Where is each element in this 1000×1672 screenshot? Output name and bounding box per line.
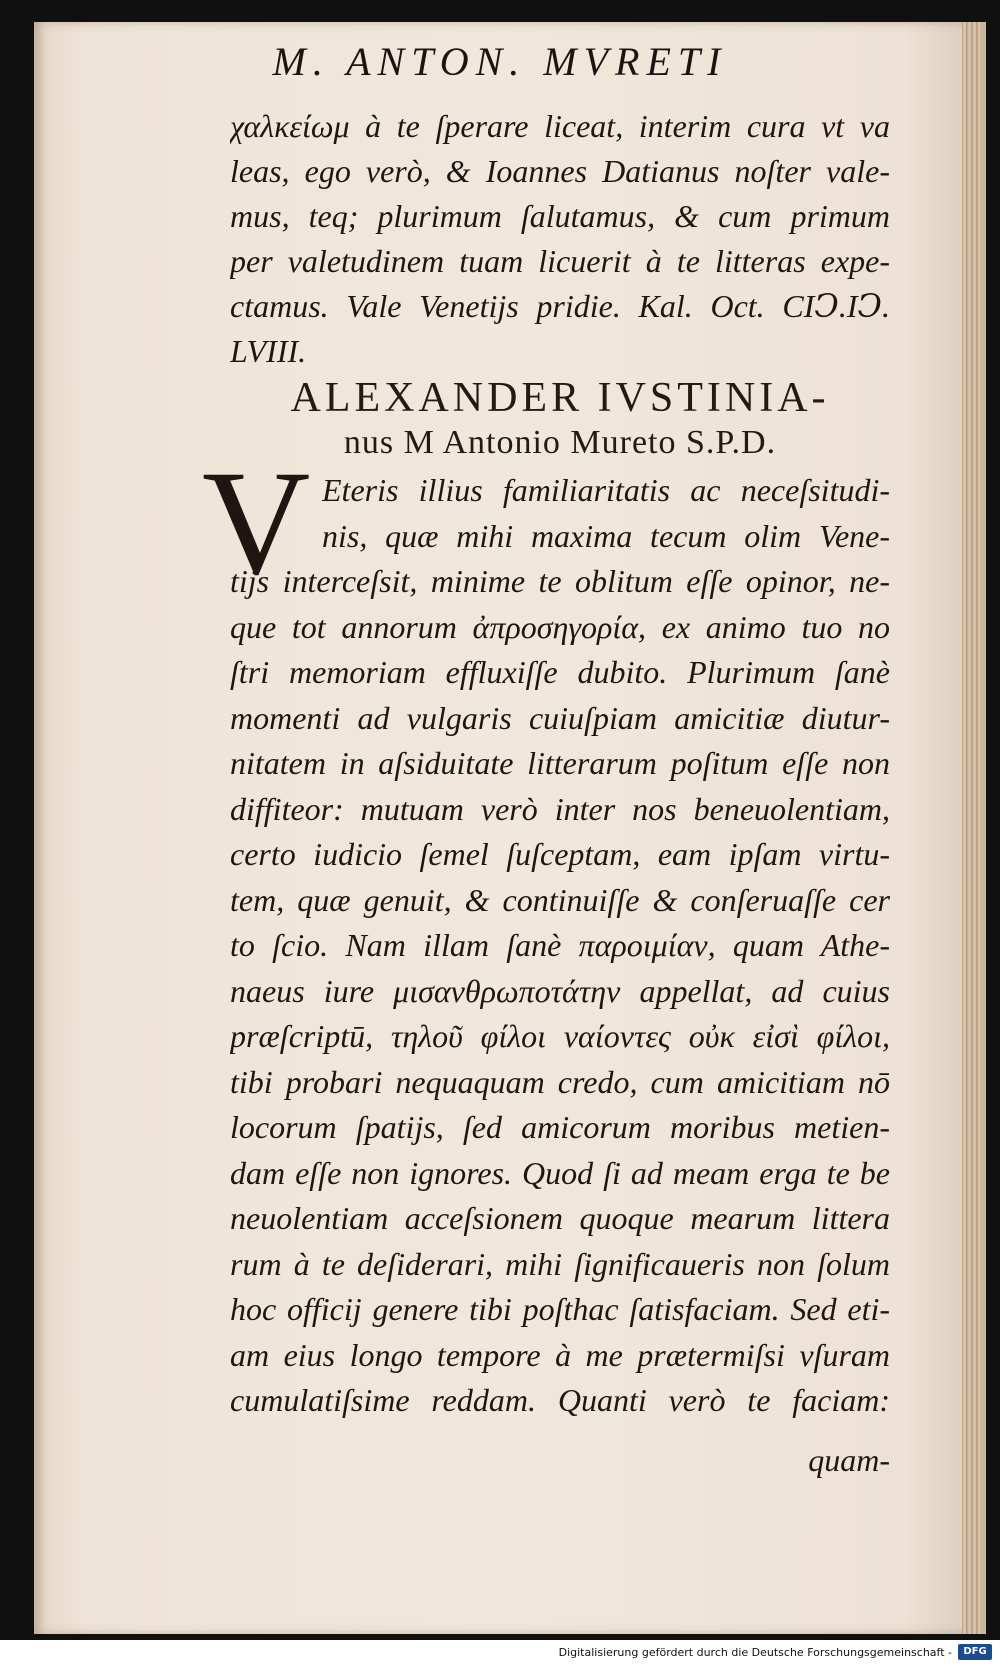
text-line: mus, teq; plurimum ſalutamus, & cum primum — [230, 198, 890, 234]
footer-credit: Digitalisierung gefördert durch die Deutsche Forschungsgemeinschaft - — [558, 1646, 952, 1659]
footer-bar — [0, 1640, 1000, 1672]
text-line: ctamus. Vale Venetijs pridie. Kal. Oct. CIↃ.IↃ. — [230, 288, 890, 324]
text-line: LVIII. — [230, 333, 307, 369]
text-line: tem, quæ genuit, & continuiſſe & conſeruaſſe cer — [230, 881, 890, 918]
text-line: naeus iure μισανθρωποτάτην appellat, ad cuius — [230, 972, 890, 1009]
text-line: hoc officij genere tibi poſthac ſatisfaciam. Sed eti- — [230, 1291, 890, 1327]
text-line: nitatem in aſsiduitate litterarum poſitum eſſe non — [230, 745, 890, 781]
letter-one-text — [230, 104, 890, 394]
drop-initial: V — [202, 440, 311, 606]
text-line: præſcriptū, τηλοῦ φίλοι ναίοντες οὐκ εἰσὶ φίλοι, — [230, 1018, 890, 1054]
catchword: quam- — [808, 1442, 890, 1478]
text-line: am eius longo tempore à me prætermiſsi vſuram — [230, 1336, 890, 1373]
text-line: diffiteor: mutuam verò inter nos beneuolentiam, — [230, 790, 890, 827]
text-line: χαλκείωμ à te ſperare liceat, interim cura vt va — [230, 108, 890, 144]
text-line: per valetudinem tuam licuerit à te litteras expe- — [230, 243, 890, 279]
text-line: leas, ego verò, & Ioannes Datianus noſter vale- — [230, 153, 890, 189]
text-line: neuolentiam acceſsionem quoque mearum littera — [230, 1200, 890, 1236]
page-edge — [962, 22, 980, 1634]
text-line: momenti ad vulgaris cuiuſpiam amicitiæ diutur- — [230, 699, 890, 736]
text-line: rum à te deſiderari, mihi ſignificaueris non ſolum — [230, 1245, 890, 1282]
text-line: tibi probari nequaquam credo, cum amicitiam nō — [230, 1063, 890, 1100]
text-line: locorum ſpatijs, ſed amicorum moribus metien- — [230, 1109, 890, 1145]
letter-two-text — [230, 468, 890, 1488]
running-head: M. ANTON. MVRETI — [272, 39, 728, 84]
letter-heading-line1: ALEXANDER IVSTINIA- — [290, 375, 830, 421]
text-line: to ſcio. Nam illam ſanè παροιμίαν, quam Athe- — [230, 927, 890, 963]
text-line: que tot annorum ἀπροσηγορία, ex animo tuo no — [230, 608, 890, 645]
text-line: cumulatiſsime reddam. Quanti verò te faciam: — [230, 1382, 890, 1418]
text-line: ſtri memoriam effluxiſſe dubito. Plurimum ſanè — [230, 654, 890, 690]
text-line: tijs interceſsit, minime te oblitum eſſe opinor, ne- — [230, 563, 890, 599]
text-line: dam eſſe non ignores. Quod ſi ad meam erga te be — [230, 1154, 890, 1191]
text-line: Eteris illius familiaritatis ac neceſsitudi- — [322, 472, 890, 508]
dfg-logo: DFG — [958, 1644, 992, 1660]
text-line: nis, quæ mihi maxima tecum olim Vene- — [322, 517, 890, 554]
letter-heading-line2: nus M Antonio Mureto S.P.D. — [343, 424, 777, 461]
text-line: certo iudicio ſemel ſuſceptam, eam ipſam virtu- — [230, 836, 890, 872]
